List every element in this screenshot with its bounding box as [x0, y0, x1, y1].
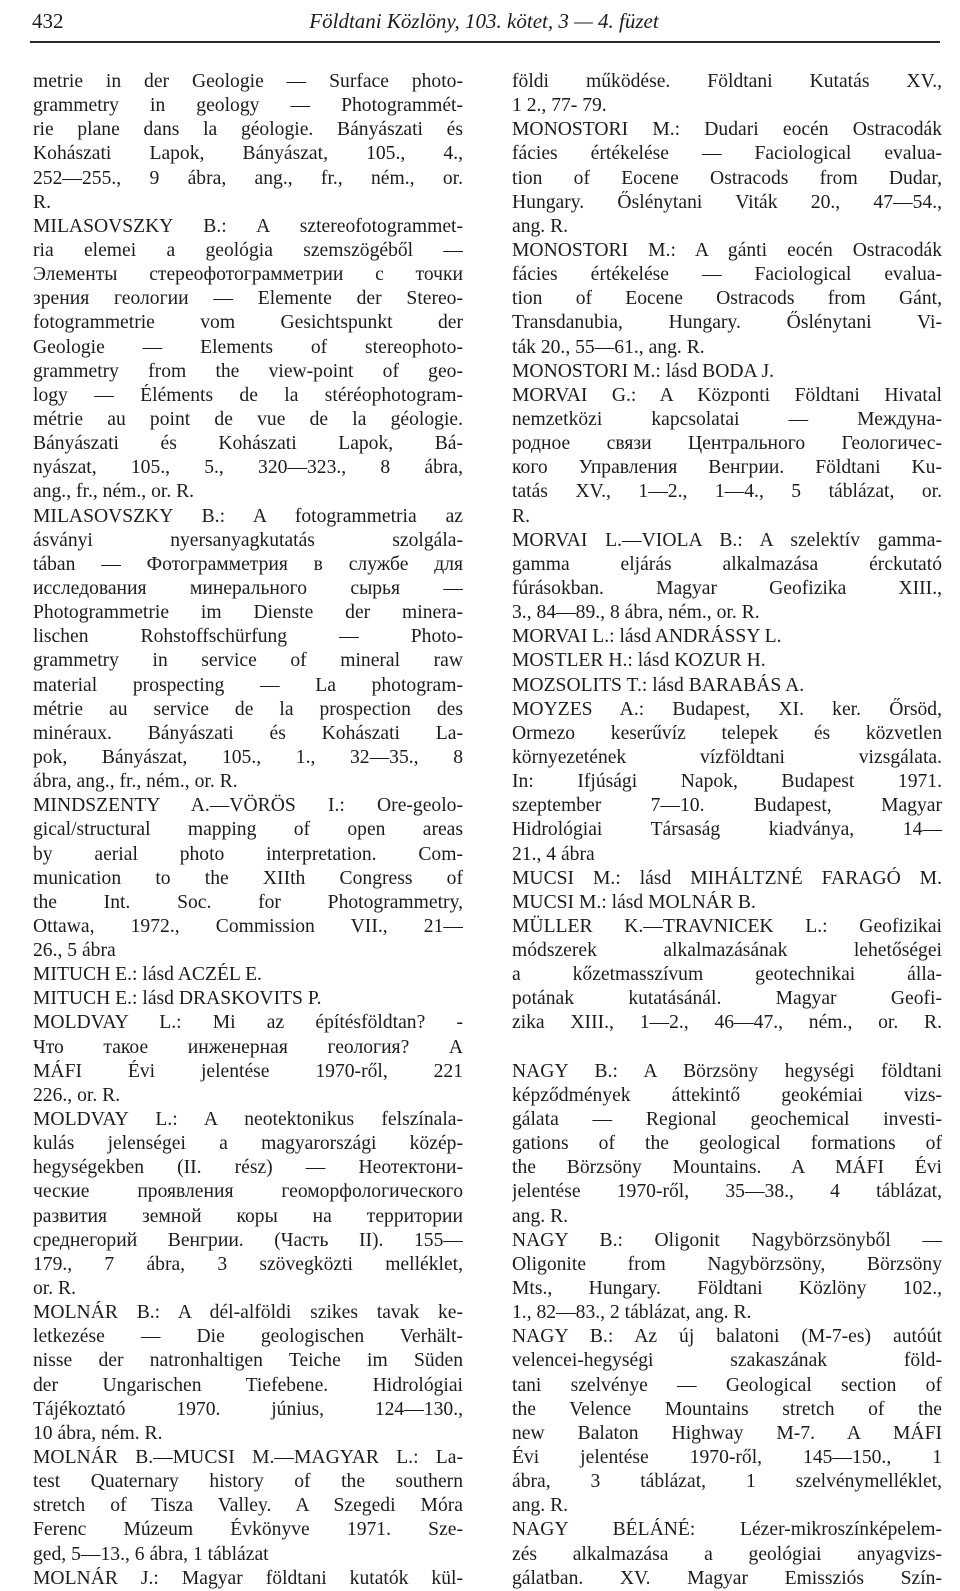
- text-line: ang. R.: [512, 1205, 569, 1227]
- page-number: 432: [32, 9, 64, 33]
- text-line: velencei-hegységi szakaszának föld-: [512, 1350, 942, 1372]
- text-line: tion of Eocene Ostracods from Dudar,: [512, 167, 942, 189]
- text-line: 252—255., 9 ábra, ang., fr., ném., or.: [33, 167, 463, 189]
- text-line: R.: [33, 191, 51, 213]
- text-line: tion of Eocene Ostracods from Gánt,: [512, 288, 942, 310]
- text-line: módszerek alkalmazásának lehetőségei: [512, 940, 942, 962]
- text-line: ged, 5—13., 6 ábra, 1 táblázat: [33, 1543, 269, 1565]
- text-line: MITUCH E.: lásd ACZÉL E.: [33, 964, 262, 986]
- text-line: környezetének vízföldtani vizsgálata.: [512, 746, 942, 768]
- text-line: MÁFI Évi jelentése 1970-ről, 221: [33, 1060, 463, 1082]
- text-line: ábra, ang., fr., ném., or. R.: [33, 771, 238, 793]
- text-line: földi működése. Földtani Kutatás XV.,: [512, 71, 942, 92]
- text-line: grammetry in service of mineral raw: [33, 650, 463, 672]
- text-line: среднегорий Венгрии. (Часть II). 155—: [33, 1229, 463, 1251]
- text-line: 3., 84—89., 8 ábra, ném., or. R.: [512, 602, 760, 624]
- text-line: letkezése — Die geologischen Verhält-: [33, 1326, 463, 1348]
- text-line: ták 20., 55—61., ang. R.: [512, 336, 705, 358]
- text-line: Kohászati Lapok, Bányászat, 105., 4.,: [33, 143, 463, 165]
- text-line: ásványi nyersanyagkutatás szolgála-: [33, 529, 463, 551]
- text-line: 26., 5 ábra: [33, 940, 116, 962]
- text-line: MOLDVAY L.: Mi az építésföldtan? -: [33, 1012, 463, 1034]
- text-line: tatás XV., 1—2., 1—4., 5 táblázat, or.: [512, 481, 942, 503]
- text-line: 226., or. R.: [33, 1084, 121, 1106]
- text-line: gical/structural mapping of open areas: [33, 819, 463, 841]
- text-line: ang. R.: [512, 215, 569, 237]
- text-line: ria elemei a geológia szemszögéből —: [33, 239, 463, 261]
- left-column: [33, 70, 463, 1591]
- text-line: nyászat, 105., 5., 320—323., 8 ábra,: [33, 457, 463, 479]
- text-line: Hidrológiai Társaság kiadványa, 14—: [512, 819, 942, 841]
- text-line: MOLNÁR B.—MUCSI M.—MAGYAR L.: La-: [33, 1447, 463, 1469]
- text-line: 21., 4 ábra: [512, 843, 595, 865]
- text-line: munication to the XIIth Congress of: [33, 867, 463, 889]
- text-line: MORVAI G.: A Központi Földtani Hivatal: [512, 384, 942, 406]
- journal-title: Földtani Közlöny, 103. kötet, 3 — 4. füzet: [309, 9, 659, 33]
- text-line: nisse der natronhaltigen Teiche im Süden: [33, 1350, 463, 1372]
- text-line: the Velence Mountains stretch of the: [512, 1398, 942, 1420]
- text-line: [512, 1036, 942, 1060]
- text-line: der Ungarischen Tiefebene. Hidrológiai: [33, 1374, 463, 1396]
- text-line: Что такое инженерная геология? A: [33, 1036, 463, 1058]
- text-line: NAGY B.: A Börzsöny hegységi földtani: [512, 1060, 942, 1082]
- text-line: tani szelvénye — Geological section of: [512, 1374, 942, 1396]
- text-line: the Int. Soc. for Photogrammetry,: [33, 891, 463, 913]
- text-line: hegységekben (II. rész) — Неотектони-: [33, 1157, 463, 1179]
- text-line: gálatban. XV. Magyar Emissziós Szín-: [512, 1567, 942, 1589]
- text-line: Transdanubia, Hungary. Őslénytani Vi-: [512, 312, 942, 334]
- text-line: pok, Bányászat, 105., 1., 32—35., 8: [33, 746, 463, 768]
- text-line: Bányászati és Kohászati Lapok, Bá-: [33, 433, 463, 455]
- text-line: Ferenc Múzeum Évkönyve 1971. Sze-: [33, 1519, 463, 1541]
- text-line: Évi jelentése 1970-ről, 145—150., 1: [512, 1447, 942, 1469]
- text-line: métrie au point de vue de la géologie.: [33, 408, 463, 430]
- text-line: 10 ábra, ném. R.: [33, 1422, 163, 1444]
- text-line: MORVAI L.—VIOLA B.: A szelektív gamma-: [512, 529, 942, 551]
- text-line: Oligonite from Nagybörzsöny, Börzsöny: [512, 1253, 942, 1275]
- right-column: [512, 70, 942, 1591]
- header-rule: [30, 41, 940, 43]
- text-line: NAGY B.: Oligonit Nagybörzsönyből —: [512, 1229, 942, 1251]
- text-line: metrie in der Geologie — Surface photo-: [33, 71, 463, 92]
- text-line: ческие проявления геоморфологического: [33, 1181, 463, 1203]
- text-line: a kőzetmasszívum geotechnikai álla-: [512, 964, 942, 986]
- text-line: rie plane dans la géologie. Bányászati és: [33, 119, 463, 141]
- text-line: MITUCH E.: lásd DRASKOVITS P.: [33, 988, 322, 1010]
- text-line: NAGY BÉLÁNÉ: Lézer-mikroszínképelem-: [512, 1519, 942, 1541]
- text-line: MILASOVSZKY B.: A sztereofotogrammet-: [33, 215, 463, 237]
- text-line: kulás jelenségei a magyarországi közép-: [33, 1133, 463, 1155]
- text-line: jelentése 1970-ről, 35—38., 4 táblázat,: [512, 1181, 942, 1203]
- text-line: test Quaternary history of the southern: [33, 1471, 463, 1493]
- text-line: Mts., Hungary. Földtani Közlöny 102.,: [512, 1278, 942, 1300]
- text-line: grammetry in geology — Photogrammét-: [33, 95, 463, 117]
- text-line: stretch of Tisza Valley. A Szegedi Móra: [33, 1495, 463, 1517]
- text-line: gálata — Regional geochemical investi-: [512, 1109, 942, 1131]
- text-line: MOZSOLITS T.: lásd BARABÁS A.: [512, 674, 805, 696]
- text-line: 1., 82—83., 2 táblázat, ang. R.: [512, 1302, 752, 1324]
- text-line: MOSTLER H.: lásd KOZUR H.: [512, 650, 766, 672]
- text-line: tában — Фотограмметрия в службе для: [33, 553, 463, 575]
- text-line: In: Ifjúsági Napok, Budapest 1971.: [512, 771, 942, 793]
- text-line: MILASOVSZKY B.: A fotogrammetria az: [33, 505, 463, 527]
- text-line: new Balaton Highway M-7. A MÁFI: [512, 1422, 942, 1444]
- text-line: grammetry from the view-point of geo-: [33, 360, 463, 382]
- text-line: ang. R.: [512, 1495, 569, 1517]
- text-line: fúrásokban. Magyar Geofizika XIII.,: [512, 577, 942, 599]
- text-line: gamma eljárás alkalmazása érckutató: [512, 553, 942, 575]
- text-line: lischen Rohstoffschürfung — Photo-: [33, 626, 463, 648]
- text-line: Hungary. Őslénytani Viták 20., 47—54.,: [512, 191, 942, 213]
- text-line: fácies értékelése — Faciological evalua-: [512, 143, 942, 165]
- text-line: Geologie — Elements of stereophoto-: [33, 336, 463, 358]
- text-line: MOLNÁR J.: Magyar földtani kutatók kül-: [33, 1567, 463, 1589]
- text-line: Photogrammetrie im Dienste der minera-: [33, 602, 463, 624]
- text-line: ang., fr., ném., or. R.: [33, 481, 195, 503]
- text-line: the Börzsöny Mountains. A MÁFI Évi: [512, 1157, 942, 1179]
- text-line: MONOSTORI M.: lásd BODA J.: [512, 360, 775, 382]
- text-line: MUCSI M.: lásd MIHÁLTZNÉ FARAGÓ M.: [512, 867, 942, 889]
- text-line: Ormezo keserűvíz telepek és közvetlen: [512, 722, 942, 744]
- text-line: MUCSI M.: lásd MOLNÁR B.: [512, 891, 756, 913]
- text-line: material prospecting — La photogram-: [33, 674, 463, 696]
- text-line: métrie au service de la prospection des: [33, 698, 463, 720]
- text-line: MINDSZENTY A.—VÖRÖS I.: Ore-geolo-: [33, 795, 463, 817]
- text-line: Ottawa, 1972., Commission VII., 21—: [33, 915, 463, 937]
- text-line: зрения геологии — Elemente der Stereo-: [33, 288, 463, 310]
- text-line: képződmények áttekintő geokémiai vizs-: [512, 1084, 942, 1106]
- text-line: logy — Éléments de la stéréophotogram-: [33, 384, 463, 406]
- text-line: fácies értékelése — Faciological evalua-: [512, 264, 942, 286]
- text-line: MÜLLER K.—TRAVNICEK L.: Geofizikai: [512, 915, 942, 937]
- text-line: MOYZES A.: Budapest, XI. ker. Őrsöd,: [512, 698, 942, 720]
- text-line: or. R.: [33, 1278, 77, 1300]
- text-line: NAGY B.: Az új balatoni (M-7-es) autóút: [512, 1326, 942, 1348]
- text-line: fotogrammetrie vom Gesichtspunkt der: [33, 312, 463, 334]
- text-line: szeptember 7—10. Budapest, Magyar: [512, 795, 942, 817]
- text-line: potának kutatásánál. Magyar Geofi-: [512, 988, 942, 1010]
- text-line: MOLNÁR B.: A dél-alföldi szikes tavak ke-: [33, 1302, 463, 1324]
- text-line: кого Управления Венгрии. Földtani Ku-: [512, 457, 942, 479]
- text-line: родное связи Центрального Геологичес-: [512, 433, 942, 455]
- text-line: 1 2., 77- 79.: [512, 95, 607, 117]
- text-line: zika XIII., 1—2., 46—47., ném., or. R.: [512, 1012, 942, 1034]
- text-line: 179., 7 ábra, 3 szövegközti melléklet,: [33, 1253, 463, 1275]
- text-line: развития земной коры на территории: [33, 1205, 463, 1227]
- text-line: Элементы стереофотограмметрии с точки: [33, 264, 463, 286]
- text-line: исследования минерального сырья —: [33, 577, 463, 599]
- text-line: by aerial photo interpretation. Com-: [33, 843, 463, 865]
- text-line: zés alkalmazása a geológiai anyagvizs-: [512, 1543, 942, 1565]
- text-line: R.: [512, 505, 530, 527]
- text-line: MONOSTORI M.: A gánti eocén Ostracodák: [512, 239, 942, 261]
- text-line: minéraux. Bányászati és Kohászati La-: [33, 722, 463, 744]
- text-line: MONOSTORI M.: Dudari eocén Ostracodák: [512, 119, 942, 141]
- text-line: MORVAI L.: lásd ANDRÁSSY L.: [512, 626, 782, 648]
- running-header: [32, 6, 936, 40]
- text-line: nemzetközi kapcsolatai — Междуна-: [512, 408, 942, 430]
- text-line: ábra, 3 táblázat, 1 szelvénymelléklet,: [512, 1471, 942, 1493]
- text-line: MOLDVAY L.: A neotektonikus felszínala-: [33, 1109, 463, 1131]
- text-line: Tájékoztató 1970. június, 124—130.,: [33, 1398, 463, 1420]
- text-line: gations of the geological formations of: [512, 1133, 942, 1155]
